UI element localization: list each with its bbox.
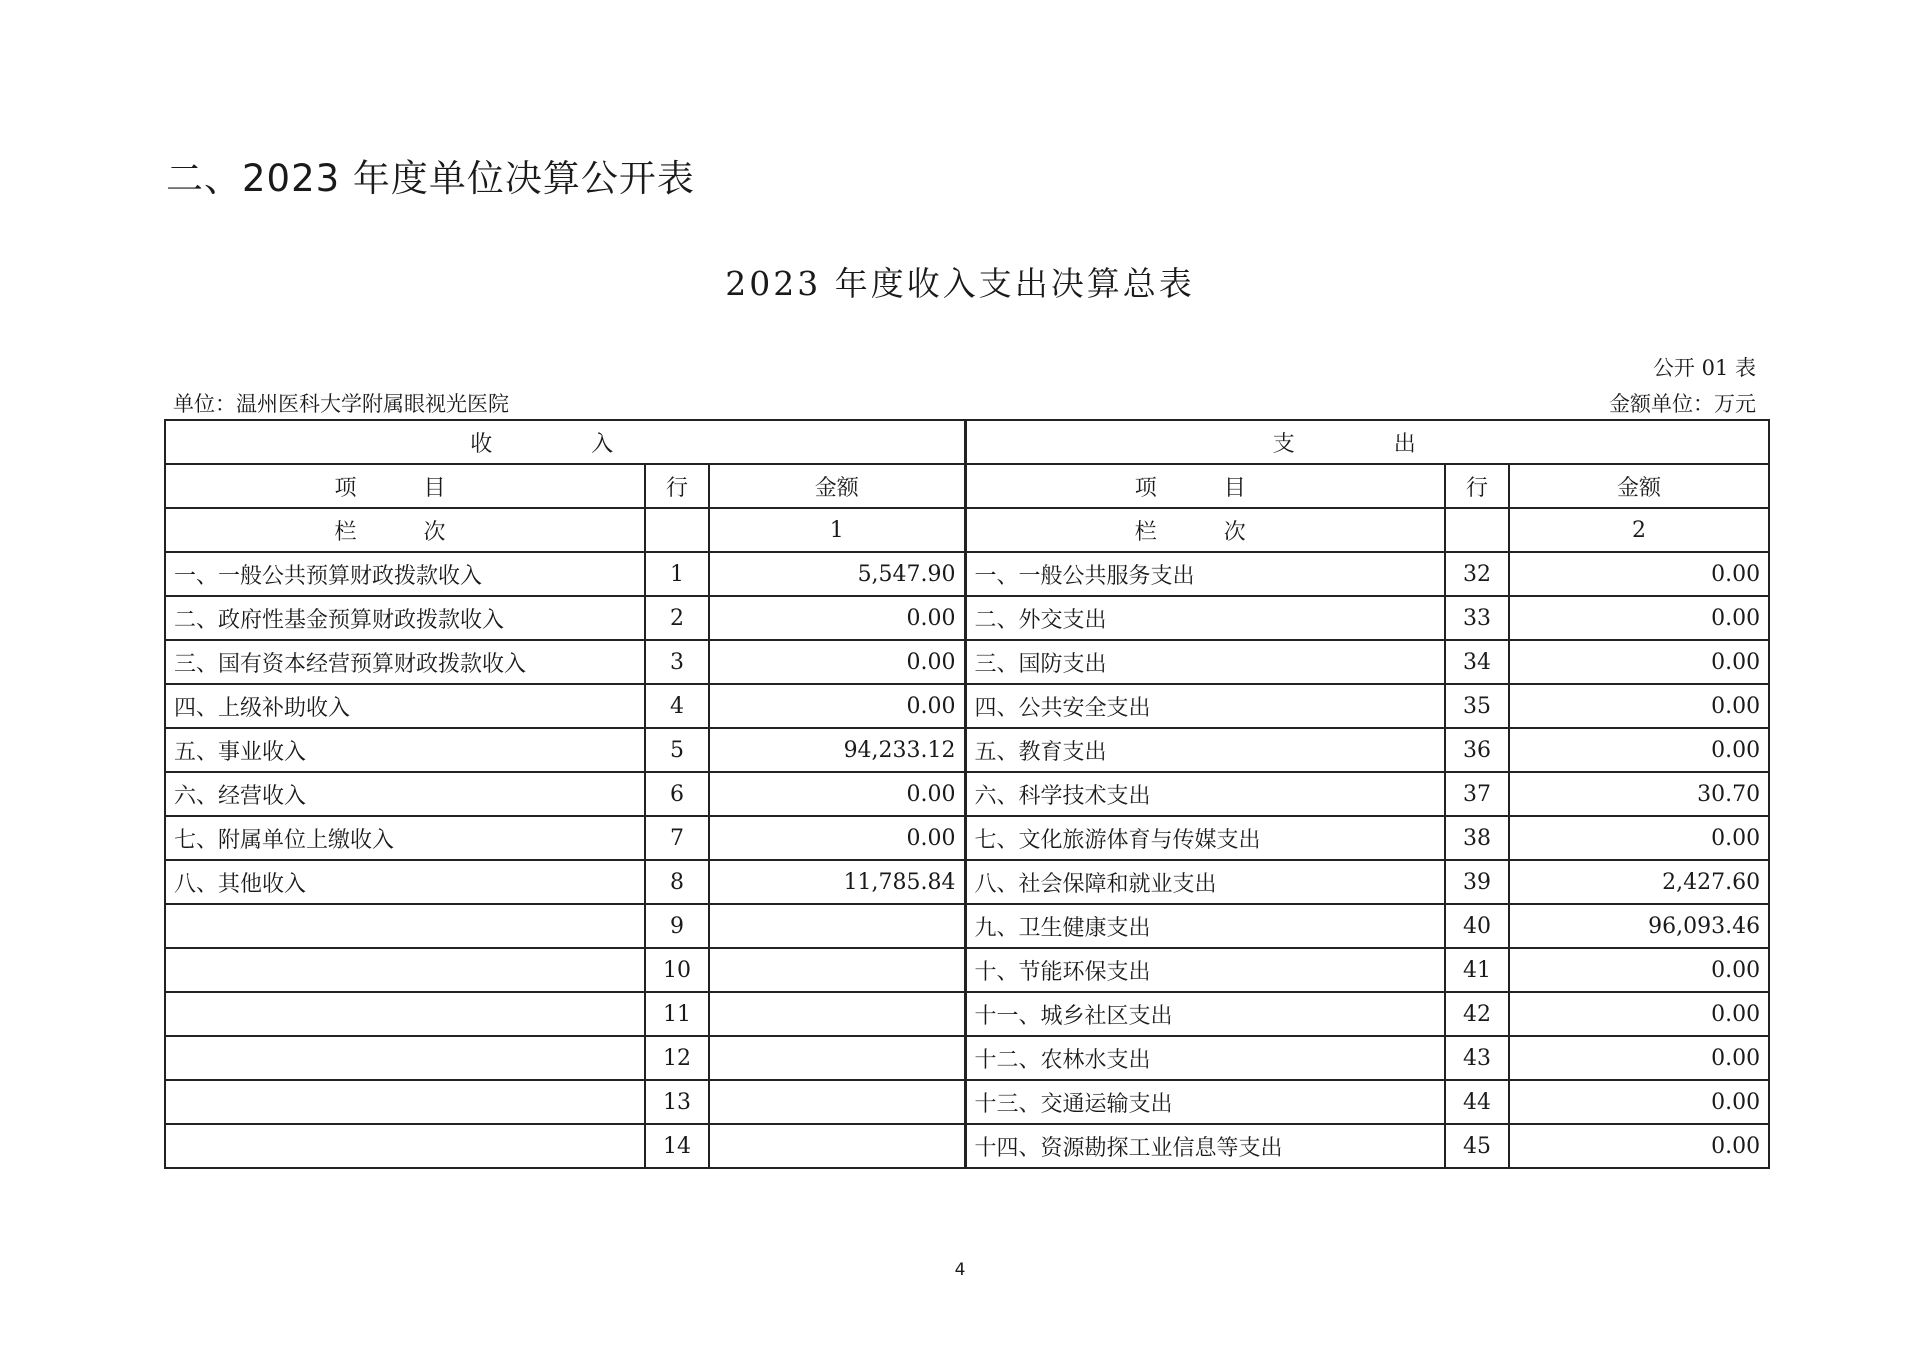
income-item-header: 项 目 — [165, 464, 645, 508]
expense-row-number: 38 — [1445, 816, 1509, 860]
expense-amount: 0.00 — [1509, 948, 1769, 992]
expense-row-number: 40 — [1445, 904, 1509, 948]
table-row — [165, 596, 1769, 640]
income-row-number: 11 — [645, 992, 709, 1036]
income-item: 六、经营收入 — [165, 772, 645, 816]
expense-amount: 0.00 — [1509, 1036, 1769, 1080]
expense-header: 支 出 — [965, 420, 1769, 464]
table-row — [165, 1036, 1769, 1080]
income-amount — [709, 1124, 965, 1168]
income-row-number: 14 — [645, 1124, 709, 1168]
income-item: 四、上级补助收入 — [165, 684, 645, 728]
income-row-number: 5 — [645, 728, 709, 772]
expense-row-number: 33 — [1445, 596, 1509, 640]
expense-item: 六、科学技术支出 — [965, 772, 1445, 816]
header-row-sections — [165, 420, 1769, 464]
expense-row-number: 34 — [1445, 640, 1509, 684]
income-row-number: 8 — [645, 860, 709, 904]
income-row-number: 3 — [645, 640, 709, 684]
table-row — [165, 684, 1769, 728]
table-row — [165, 640, 1769, 684]
expense-amount-header: 金额 — [1509, 464, 1769, 508]
expense-item: 一、一般公共服务支出 — [965, 552, 1445, 596]
income-column-number: 1 — [709, 508, 965, 552]
expense-row-number: 44 — [1445, 1080, 1509, 1124]
expense-amount: 0.00 — [1509, 640, 1769, 684]
income-item — [165, 992, 645, 1036]
expense-amount: 0.00 — [1509, 728, 1769, 772]
income-column-label: 栏 次 — [165, 508, 645, 552]
expense-item-header: 项 目 — [965, 464, 1445, 508]
income-item: 一、一般公共预算财政拨款收入 — [165, 552, 645, 596]
expense-amount: 0.00 — [1509, 1080, 1769, 1124]
expense-amount: 0.00 — [1509, 1124, 1769, 1168]
income-row-number: 2 — [645, 596, 709, 640]
expense-column-label: 栏 次 — [965, 508, 1445, 552]
expense-amount: 0.00 — [1509, 684, 1769, 728]
table-row — [165, 816, 1769, 860]
expense-row-number: 43 — [1445, 1036, 1509, 1080]
page-number: 4 — [954, 1260, 966, 1280]
expense-item: 二、外交支出 — [965, 596, 1445, 640]
table-row — [165, 1124, 1769, 1168]
income-row-number: 1 — [645, 552, 709, 596]
income-amount: 5,547.90 — [709, 552, 965, 596]
header-row-column-index — [165, 508, 1769, 552]
table-row — [165, 728, 1769, 772]
expense-row-number: 39 — [1445, 860, 1509, 904]
income-amount: 0.00 — [709, 772, 965, 816]
income-amount — [709, 948, 965, 992]
table-row — [165, 948, 1769, 992]
expense-item: 八、社会保障和就业支出 — [965, 860, 1445, 904]
income-item: 五、事业收入 — [165, 728, 645, 772]
expense-item: 十一、城乡社区支出 — [965, 992, 1445, 1036]
expense-item: 十二、农林水支出 — [965, 1036, 1445, 1080]
expense-item: 四、公共安全支出 — [965, 684, 1445, 728]
income-amount: 0.00 — [709, 816, 965, 860]
income-item: 八、其他收入 — [165, 860, 645, 904]
income-row-number: 7 — [645, 816, 709, 860]
income-amount: 0.00 — [709, 684, 965, 728]
income-item — [165, 1080, 645, 1124]
income-row-number: 4 — [645, 684, 709, 728]
expense-amount: 0.00 — [1509, 816, 1769, 860]
table-row — [165, 860, 1769, 904]
income-row-number: 9 — [645, 904, 709, 948]
expense-amount: 0.00 — [1509, 992, 1769, 1036]
expense-item: 十、节能环保支出 — [965, 948, 1445, 992]
expense-row-number: 42 — [1445, 992, 1509, 1036]
expense-row-number: 45 — [1445, 1124, 1509, 1168]
expense-row-number: 32 — [1445, 552, 1509, 596]
table-title: 2023 年度收入支出决算总表 — [725, 264, 1195, 303]
income-amount — [709, 1036, 965, 1080]
expense-row-number: 36 — [1445, 728, 1509, 772]
expense-column-number: 2 — [1509, 508, 1769, 552]
income-item — [165, 1124, 645, 1168]
table-row — [165, 1080, 1769, 1124]
expense-column-blank — [1445, 508, 1509, 552]
expense-row-number: 37 — [1445, 772, 1509, 816]
income-amount-header: 金额 — [709, 464, 965, 508]
income-row-header: 行 — [645, 464, 709, 508]
income-item: 二、政府性基金预算财政拨款收入 — [165, 596, 645, 640]
income-amount: 94,233.12 — [709, 728, 965, 772]
table-row — [165, 772, 1769, 816]
income-row-number: 10 — [645, 948, 709, 992]
income-amount: 11,785.84 — [709, 860, 965, 904]
section-title: 二、2023 年度单位决算公开表 — [166, 157, 695, 200]
expense-amount: 0.00 — [1509, 596, 1769, 640]
table-row — [165, 992, 1769, 1036]
income-amount: 0.00 — [709, 640, 965, 684]
expense-amount: 2,427.60 — [1509, 860, 1769, 904]
form-number: 公开 01 表 — [1652, 356, 1756, 380]
income-item — [165, 904, 645, 948]
expense-item: 三、国防支出 — [965, 640, 1445, 684]
income-amount — [709, 992, 965, 1036]
income-row-number: 13 — [645, 1080, 709, 1124]
income-item — [165, 948, 645, 992]
income-item: 七、附属单位上缴收入 — [165, 816, 645, 860]
table-row — [165, 552, 1769, 596]
income-row-number: 12 — [645, 1036, 709, 1080]
expense-amount: 30.70 — [1509, 772, 1769, 816]
header-row-columns — [165, 464, 1769, 508]
expense-row-header: 行 — [1445, 464, 1509, 508]
income-amount — [709, 904, 965, 948]
expense-item: 十四、资源勘探工业信息等支出 — [965, 1124, 1445, 1168]
income-row-number: 6 — [645, 772, 709, 816]
income-amount: 0.00 — [709, 596, 965, 640]
expense-amount: 96,093.46 — [1509, 904, 1769, 948]
expense-item: 九、卫生健康支出 — [965, 904, 1445, 948]
reporting-unit: 单位：温州医科大学附属眼视光医院 — [173, 392, 509, 416]
income-item — [165, 1036, 645, 1080]
expense-item: 七、文化旅游体育与传媒支出 — [965, 816, 1445, 860]
income-expense-table — [164, 419, 1770, 1169]
expense-amount: 0.00 — [1509, 552, 1769, 596]
income-column-blank — [645, 508, 709, 552]
income-amount — [709, 1080, 965, 1124]
expense-item: 十三、交通运输支出 — [965, 1080, 1445, 1124]
table-row — [165, 904, 1769, 948]
income-header: 收 入 — [165, 420, 965, 464]
income-item: 三、国有资本经营预算财政拨款收入 — [165, 640, 645, 684]
expense-row-number: 41 — [1445, 948, 1509, 992]
expense-row-number: 35 — [1445, 684, 1509, 728]
amount-unit: 金额单位：万元 — [1609, 392, 1756, 416]
expense-item: 五、教育支出 — [965, 728, 1445, 772]
